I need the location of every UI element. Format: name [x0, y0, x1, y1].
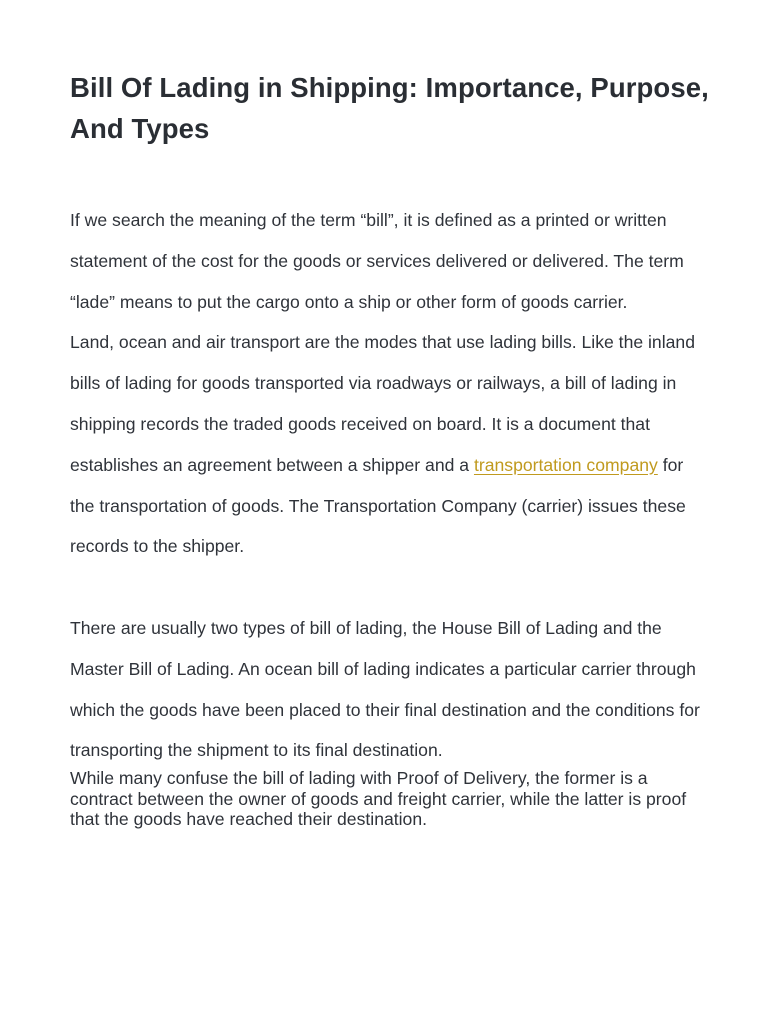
- article-title: Bill Of Lading in Shipping: Importance, Purpose, And Types: [70, 72, 709, 144]
- paragraph-bill-definition: If we search the meaning of the term “bill”, it is defined as a printed or written statement of the cost for the goods or services delivered or delivered. The term “lade” means to put the cargo onto a ship or other form of goods carrier.: [70, 210, 684, 312]
- article: [70, 0, 710, 830]
- paragraph-transport-modes: [70, 322, 710, 567]
- paragraph-bill-types: There are usually two types of bill of lading, the House Bill of Lading and the Master Bill of Lading. An ocean bill of lading indicates a particular carrier through which the goods have been placed to their final destination and the conditions for transporting the shipment to its final destination.: [70, 617, 700, 761]
- paragraph-proof-of-delivery: While many confuse the bill of lading with Proof of Delivery, the former is a contract between the owner of goods and freight carrier, while the latter is proof that the goods have reached their destination.: [70, 768, 687, 830]
- paragraph-text-after-link: for the transportation of goods. The Transportation Company (carrier) issues these records to the shipper.: [70, 454, 686, 557]
- paragraph-text-before-link: Land, ocean and air transport are the modes that use lading bills. Like the inland bills of lading for goods transported via roadways or railways, a bill of lading in shipping records the traded goods received on board. It is a document that establishes an agreement between a shipper and a: [70, 332, 695, 475]
- transportation-company-link[interactable]: transportation company: [473, 454, 658, 475]
